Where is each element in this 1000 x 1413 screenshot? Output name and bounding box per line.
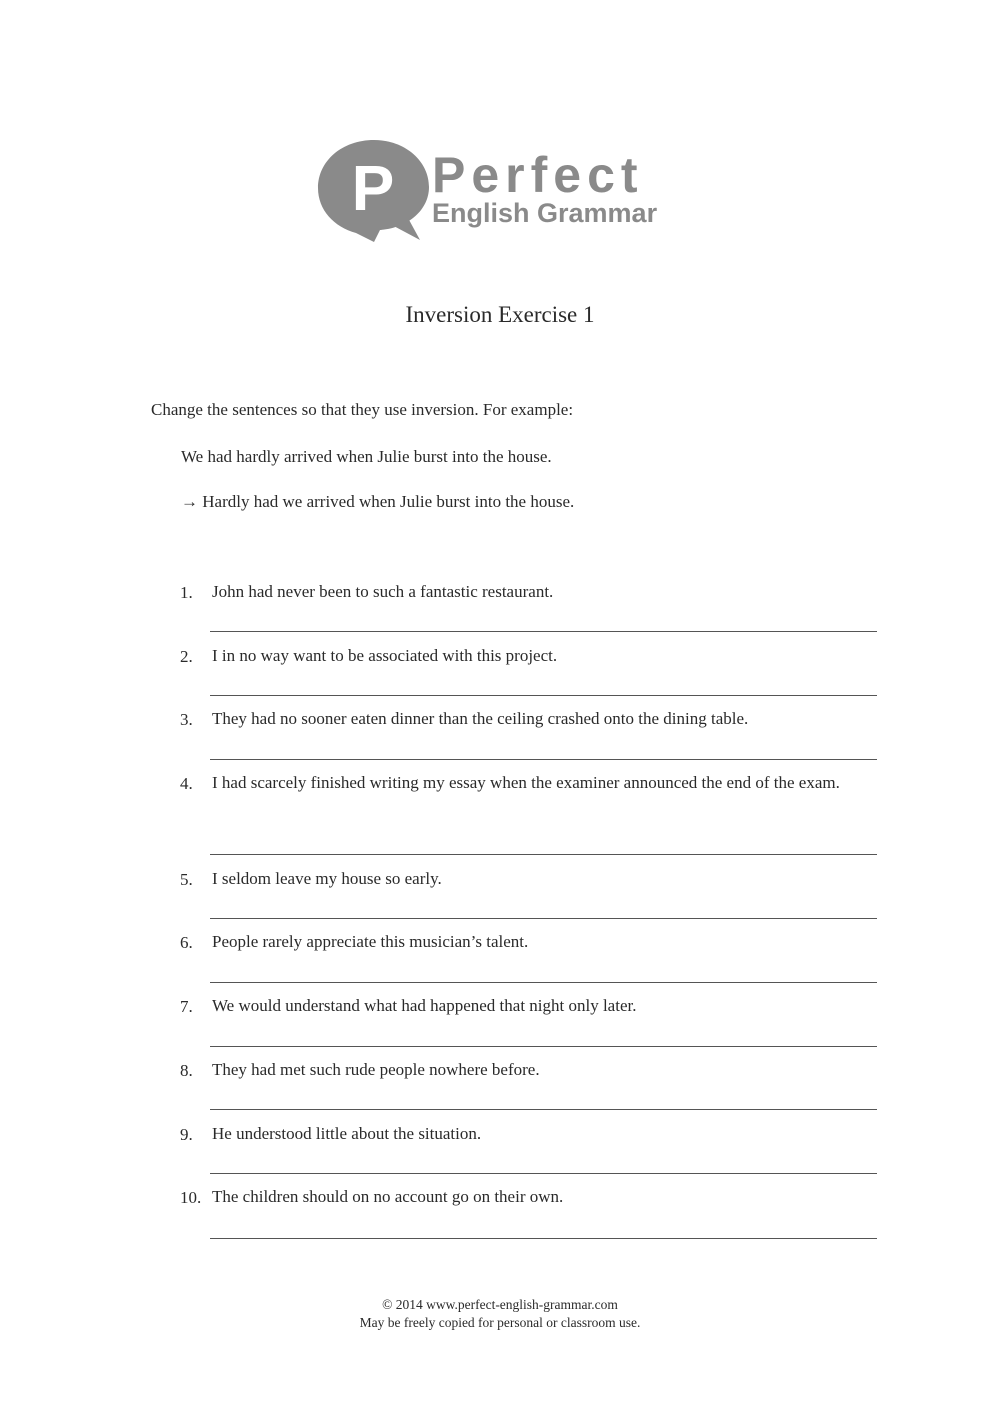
item-sentence: John had never been to such a fantastic restaurant. — [212, 582, 554, 601]
item-number: 4. — [180, 774, 193, 793]
item-sentence: He understood little about the situation. — [212, 1124, 482, 1143]
answer-line[interactable] — [210, 1173, 877, 1174]
item-number: 8. — [180, 1061, 193, 1080]
item-sentence: The children should on no account go on their own. — [212, 1187, 564, 1206]
item-sentence: They had no sooner eaten dinner than the ceiling crashed onto the dining table. — [212, 709, 749, 728]
item-sentence: They had met such rude people nowhere before. — [212, 1060, 540, 1079]
answer-line[interactable] — [210, 759, 877, 760]
logo-word-top: Perfect — [432, 147, 644, 203]
item-sentence: I seldom leave my house so early. — [212, 869, 442, 888]
answer-line[interactable] — [210, 982, 877, 983]
item-number: 6. — [180, 933, 193, 952]
item-sentence: People rarely appreciate this musician’s talent. — [212, 932, 529, 951]
item-sentence: We would understand what had happened that night only later. — [212, 996, 637, 1015]
footer-usage-note: May be freely copied for personal or classroom use. — [359, 1315, 641, 1330]
item-number: 2. — [180, 647, 193, 666]
footer-copyright: © 2014 www.perfect-english-grammar.com — [382, 1297, 618, 1312]
answer-line[interactable] — [210, 854, 877, 855]
example-converted: → Hardly had we arrived when Julie burst into the house. — [181, 492, 575, 511]
item-number: 10. — [180, 1188, 202, 1207]
answer-line[interactable] — [210, 918, 877, 919]
item-sentence: I had scarcely finished writing my essay when the examiner announced the end of the exam. — [212, 773, 840, 792]
logo-word-bottom: English Grammar — [432, 198, 658, 228]
answer-line[interactable] — [210, 1109, 877, 1110]
item-number: 9. — [180, 1125, 193, 1144]
item-number: 3. — [180, 710, 193, 729]
instruction-text: Change the sentences so that they use inversion. For example: — [151, 400, 574, 419]
logo-letter: P — [351, 152, 395, 224]
page-title: Inversion Exercise 1 — [405, 302, 595, 327]
example-original: We had hardly arrived when Julie burst into the house. — [181, 447, 552, 466]
answer-line[interactable] — [210, 631, 877, 632]
item-sentence: I in no way want to be associated with this project. — [212, 646, 558, 665]
item-number: 1. — [180, 583, 193, 602]
item-number: 7. — [180, 997, 193, 1016]
answer-line[interactable] — [210, 1238, 877, 1239]
answer-line[interactable] — [210, 695, 877, 696]
answer-line[interactable] — [210, 1046, 877, 1047]
item-number: 5. — [180, 870, 193, 889]
